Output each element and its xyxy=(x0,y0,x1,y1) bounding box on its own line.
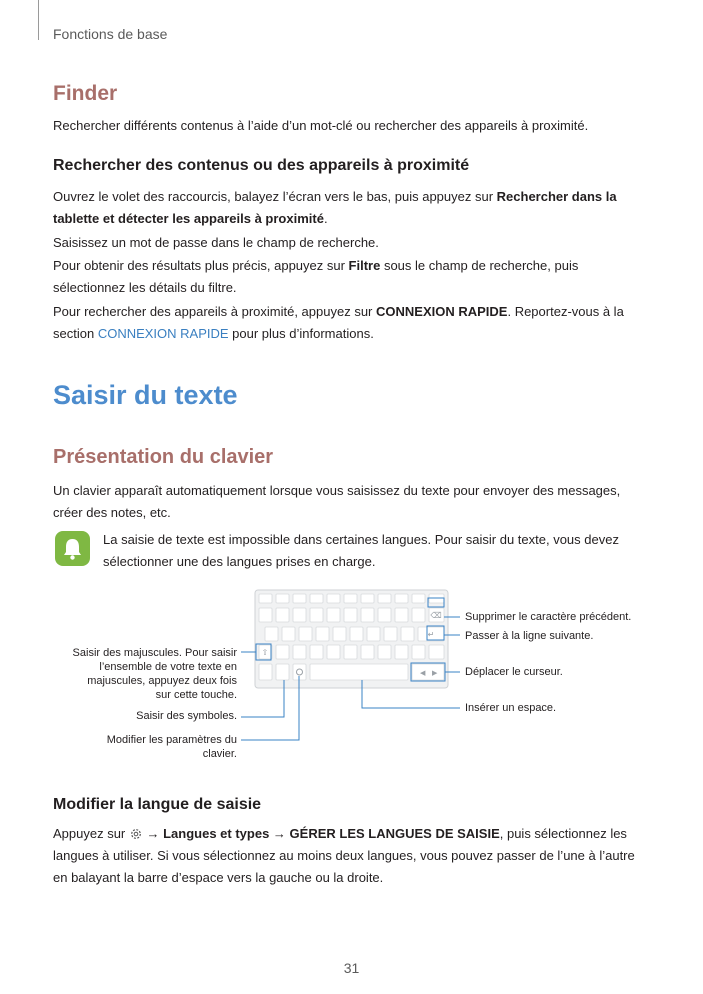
header-rule xyxy=(38,0,39,40)
finder-paragraph-3: Pour obtenir des résultats plus précis, appuyez sur Filtre sous le champ de recherche, puis sélectionnez les détails du filtre. xyxy=(53,258,579,295)
keyboard-row-5 xyxy=(259,664,444,680)
finder-paragraph-2: Saisissez un mot de passe dans le champ de recherche. xyxy=(53,235,379,250)
cursor-right-icon: ▶ xyxy=(432,670,438,677)
bell-icon xyxy=(55,531,90,566)
callout-cursor: Déplacer le curseur. xyxy=(465,666,563,678)
enter-key-icon: ↵ xyxy=(427,630,435,639)
callout-newline: Passer à la ligne suivante. xyxy=(465,630,594,642)
finder-paragraph-1: Ouvrez le volet des raccourcis, balayez l’écran vers le bas, puis appuyez sur Rechercher dans la tablette et détecter les appareils à proximité. xyxy=(53,189,617,226)
cursor-left-icon: ◀ xyxy=(420,670,426,677)
callout-space: Insérer un espace. xyxy=(465,702,557,714)
langue-title: Modifier la langue de saisie xyxy=(53,796,262,813)
keyboard-row-2 xyxy=(259,608,444,622)
note-text: La saisie de texte est impossible dans certaines langues. Pour saisir du texte, vous devez sélectionner une des langues prises en charge. xyxy=(103,532,619,569)
callout-symbols: Saisir des symboles. xyxy=(136,710,237,722)
connexion-rapide-link[interactable]: CONNEXION RAPIDE xyxy=(97,326,229,341)
finder-intro: Rechercher différents contenus à l’aide d’un mot-clé ou rechercher des appareils à proximité. xyxy=(53,118,589,133)
presentation-title: Présentation du clavier xyxy=(53,446,274,468)
note-icon-badge xyxy=(55,531,90,566)
keyboard-row-1 xyxy=(259,594,444,603)
finder-title: Finder xyxy=(53,82,118,105)
presentation-intro: Un clavier apparaît automatiquement lorsque vous saisissez du texte pour envoyer des messages, créer des notes, etc. xyxy=(53,483,621,520)
callout-settings: Modifier les paramètres du clavier. xyxy=(106,734,237,760)
section-header: Fonctions de base xyxy=(53,26,168,42)
gear-icon xyxy=(129,827,143,841)
backspace-key-icon: ⌫ xyxy=(430,611,442,620)
keyboard-row-4 xyxy=(259,645,444,659)
shift-key-icon: ⇧ xyxy=(261,648,269,657)
space-key xyxy=(310,664,408,680)
callout-caps: Saisir des majuscules. Pour saisir l’ensemble de votre texte en majuscules, appuyez deux fois sur cette touche. xyxy=(72,647,237,701)
finder-paragraph-4: Pour rechercher des appareils à proximité, appuyez sur CONNEXION RAPIDE. Reportez-vous à la section CONNEXION RAPIDE pour plus d’informations. xyxy=(53,304,624,341)
page-number: 31 xyxy=(343,960,360,976)
saisir-title: Saisir du texte xyxy=(53,380,238,410)
finder-subtitle: Rechercher des contenus ou des appareils à proximité xyxy=(53,157,470,174)
callout-delete: Supprimer le caractère précédent. xyxy=(465,611,632,623)
langue-paragraph: Appuyez sur → Langues et types → GÉRER LES LANGUES DE SAISIE, puis sélectionnez les langues à utiliser. Si vous sélectionnez au moins deux langues, vous pouvez passer de l’une à l’autre en balayant la barre d’espace vers la gauche ou la droite. xyxy=(53,826,635,885)
